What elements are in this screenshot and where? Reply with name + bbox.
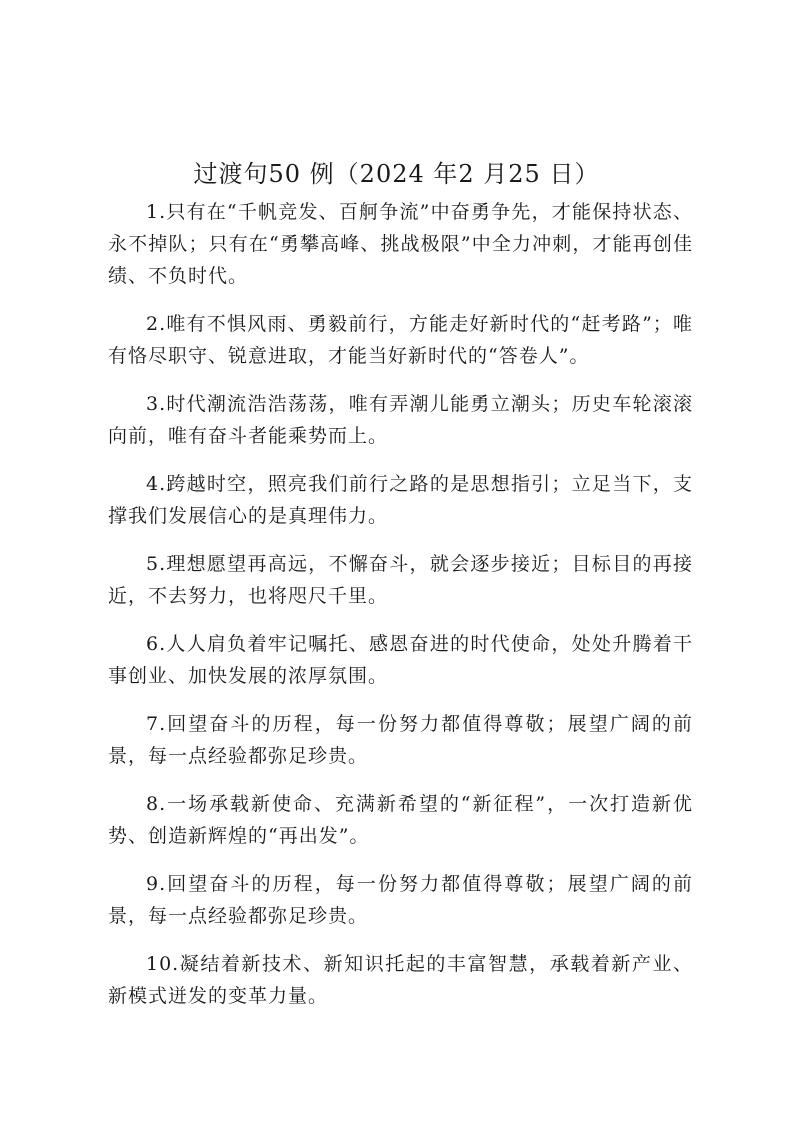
list-item: 10.凝结着新技术、新知识托起的丰富智慧，承载着新产业、新模式迸发的变革力量。 bbox=[108, 953, 693, 1007]
list-item: 1.只有在“千帆竞发、百舸争流”中奋勇争先，才能保持状态、永不掉队；只有在“勇攀高峰、挑战极限”中全力冲刺，才能再创佳绩、不负时代。 bbox=[108, 201, 693, 287]
list-item: 2.唯有不惧风雨、勇毅前行，方能走好新时代的“赶考路”；唯有恪尽职守、锐意进取，才能当好新时代的“答卷人”。 bbox=[108, 313, 693, 367]
list-item: 5.理想愿望再高远，不懈奋斗，就会逐步接近；目标目的再接近，不去努力，也将咫尺千里。 bbox=[108, 553, 693, 607]
list-item: 7.回望奋斗的历程，每一份努力都值得尊敬；展望广阔的前景，每一点经验都弥足珍贵。 bbox=[108, 713, 693, 767]
list-item: 3.时代潮流浩浩荡荡，唯有弄潮儿能勇立潮头；历史车轮滚滚向前，唯有奋斗者能乘势而上。 bbox=[108, 393, 693, 447]
list-item: 6.人人肩负着牢记嘱托、感恩奋进的时代使命，处处升腾着干事创业、加快发展的浓厚氛围。 bbox=[108, 633, 693, 687]
list-item: 4.跨越时空，照亮我们前行之路的是思想指引；立足当下，支撑我们发展信心的是真理伟力。 bbox=[108, 473, 693, 527]
sentence-list bbox=[108, 196, 693, 1028]
list-item: 8.一场承载新使命、充满新希望的“新征程”，一次打造新优势、创造新辉煌的“再出发”。 bbox=[108, 793, 693, 847]
page-title: 过渡句50 例（2024 年2 月25 日） bbox=[193, 160, 600, 189]
list-item: 9.回望奋斗的历程，每一份努力都值得尊敬；展望广阔的前景，每一点经验都弥足珍贵。 bbox=[108, 873, 693, 927]
